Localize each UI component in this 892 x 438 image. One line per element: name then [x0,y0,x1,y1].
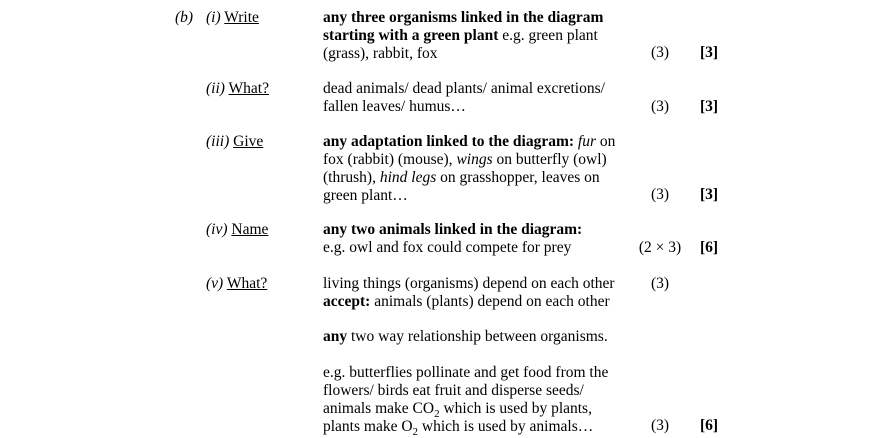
answer-line [323,221,582,239]
command-word: Write [224,9,259,26]
answer-text [323,275,615,311]
answer-segment: starting with a green plant [323,27,499,44]
answer-line [323,239,582,257]
question-marks: (2 × 3) [638,238,682,256]
answer-segment: on [596,133,616,150]
answer-segment: flowers/ birds eat fruit and disperse seeds/ [323,382,584,399]
answer-segment: dead animals/ dead plants/ animal excretions/ [323,80,605,97]
answer-segment: e.g. butterflies pollinate and get food from the [323,364,609,381]
answer-line [323,80,605,98]
question-total: [6] [699,238,719,256]
answer-line [323,187,615,205]
question-number: (v) [206,275,224,292]
question-total: [3] [699,186,719,204]
answer-line [323,27,603,45]
answer-text [323,9,603,63]
question-label [206,133,263,151]
question-number: (iii) [206,133,230,150]
answer-segment: (thrush), [323,169,380,186]
answer-line [323,275,615,293]
answer-segment: any three organisms linked in the diagram [323,9,604,26]
question-label [206,9,259,27]
answer-segment: two way relationship between organisms. [347,328,608,345]
answer-segment: green plant… [323,187,408,204]
question-marks: (3) [650,97,670,115]
question-label [206,80,269,98]
answer-segment: 2 [434,408,440,421]
answer-segment: which is used by plants, [439,400,592,417]
answer-line [323,151,615,169]
answer-segment: any [323,328,348,345]
command-word: What? [226,275,268,292]
answer-segment: 2 [412,426,419,438]
question-number: (iv) [206,221,228,238]
answer-segment: accept: [323,293,371,310]
answer-segment: on grasshopper, leaves on [436,169,600,186]
answer-line [323,98,605,116]
extra-total: [6] [699,417,719,435]
answer-line [323,382,608,400]
answer-line [323,9,603,27]
answer-segment: hind legs [379,169,437,186]
question-label [206,221,268,239]
answer-segment: wings [456,151,493,168]
question-label [206,275,267,293]
answer-line [323,293,615,311]
question-number: (i) [206,9,221,26]
part-label: (b) [175,9,194,26]
extra-answer-text [323,328,608,346]
answer-segment: any two animals linked in the diagram: [323,221,583,238]
question-marks: (3) [650,44,670,62]
question-marks: (3) [650,275,670,292]
answer-segment: living things (organisms) depend on each other [323,275,615,292]
answer-line [323,133,615,151]
question-total: [3] [699,44,719,62]
command-word: Name [231,221,269,238]
answer-segment: animals make CO [323,400,435,417]
extra-answer-text [323,364,608,436]
answer-segment: plants make O [323,418,413,435]
answer-line [323,169,615,187]
answer-segment: any adaptation linked to the diagram: [323,133,575,150]
answer-text [323,133,615,205]
answer-segment: (grass), rabbit, fox [323,45,438,62]
command-word: What? [228,80,269,97]
answer-text [323,221,582,257]
answer-segment: e.g. green plant [498,27,598,44]
command-word: Give [233,133,264,150]
answer-line [323,364,608,382]
extra-marks: (3) [650,417,670,435]
answer-line [323,400,608,421]
answer-segment: on butterfly (owl) [492,151,607,168]
answer-segment: animals (plants) depend on each other [370,293,610,310]
answer-segment: fox (rabbit) (mouse), [323,151,457,168]
answer-segment: which is used by animals… [418,418,594,435]
question-number: (ii) [206,80,225,97]
answer-line [323,45,603,63]
answer-text [323,80,605,116]
question-marks: (3) [650,186,670,204]
question-total: [3] [699,97,719,115]
answer-segment: fur [577,133,597,150]
answer-segment: fallen leaves/ humus… [323,98,466,115]
answer-segment: e.g. owl and fox could compete for prey [323,239,572,256]
answer-line [323,418,608,436]
answer-line [323,328,608,346]
